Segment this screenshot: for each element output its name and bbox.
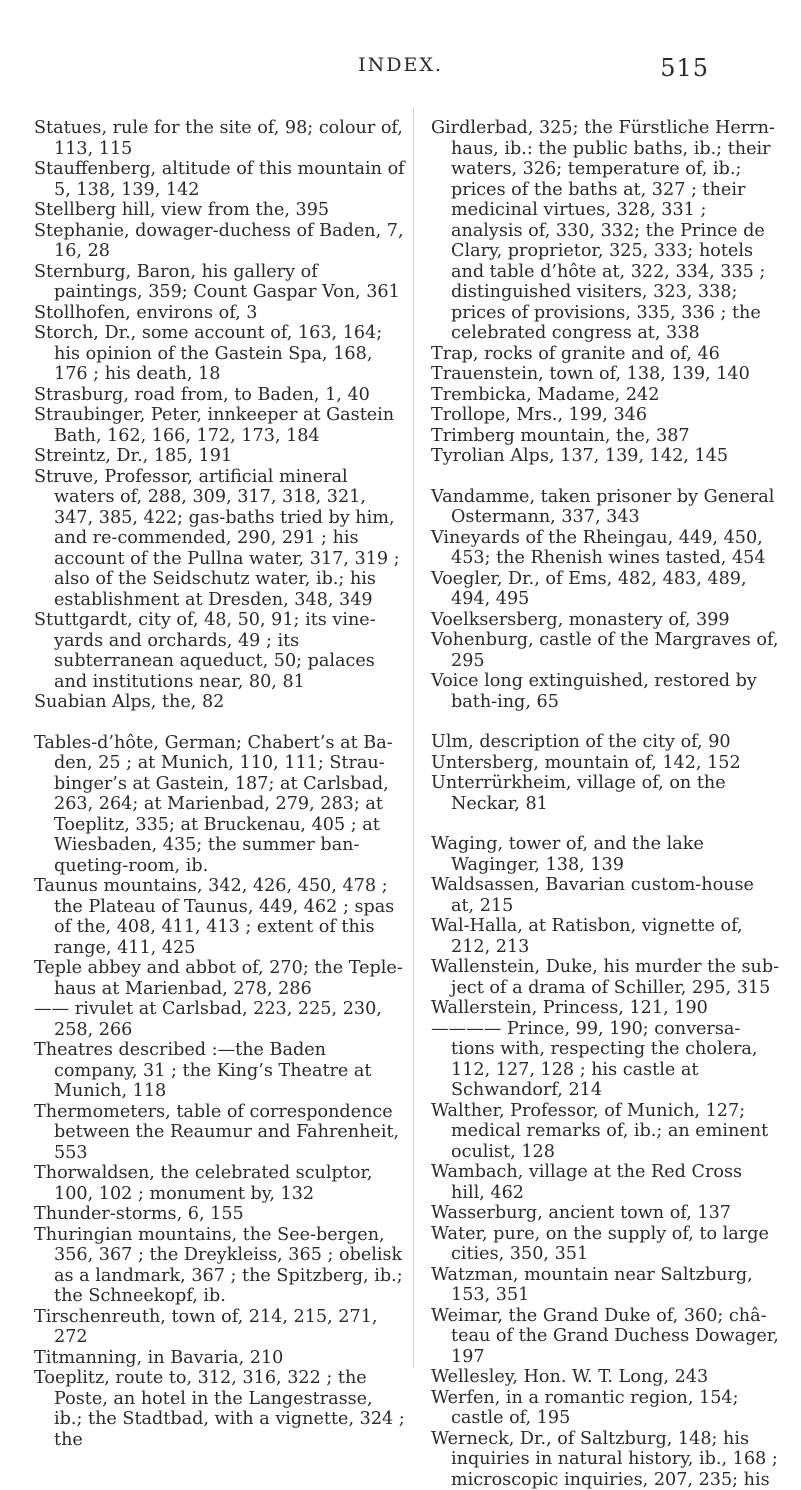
index-entry: Water, pure, on the supply of, to large cities, 350, 351 xyxy=(431,1224,781,1265)
index-entry: Statues, rule for the site of, 98; colour of, 113, 115 xyxy=(34,118,406,159)
index-entry: Wellesley, Hon. W. T. Long, 243 xyxy=(431,1367,781,1388)
index-entry: Thermometers, table of correspondence between the Reaumur and Fahrenheit, 553 xyxy=(34,1102,406,1164)
index-entry: Trollope, Mrs., 199, 346 xyxy=(431,405,781,426)
index-entry: Voelksersberg, monastery of, 399 xyxy=(431,610,781,631)
index-entry: Wal-Halla, at Ratisbon, vignette of, 212, 213 xyxy=(431,916,781,957)
index-entry: Voice long extinguished, restored by bath-ing, 65 xyxy=(431,671,781,712)
index-entry: Streintz, Dr., 185, 191 xyxy=(34,446,406,467)
index-entry: Vandamme, taken prisoner by General Ostermann, 337, 343 xyxy=(431,487,781,528)
index-entry: Wallerstein, Princess, 121, 190 xyxy=(431,998,781,1019)
index-entry: Ulm, description of the city of, 90 xyxy=(431,732,781,753)
index-entry: Theatres described :—the Baden company, 31 ; the King’s Theatre at Munich, 118 xyxy=(34,1040,406,1102)
index-entry: Untersberg, mountain of, 142, 152 xyxy=(431,753,781,774)
index-entry: Vohenburg, castle of the Margraves of, 295 xyxy=(431,630,781,671)
index-entry: Waldsassen, Bavarian custom-house at, 215 xyxy=(431,875,781,916)
index-entry: Thunder-storms, 6, 155 xyxy=(34,1204,406,1225)
index-entry: Suabian Alps, the, 82 xyxy=(34,692,406,713)
index-entry: Girdlerbad, 325; the Fürstliche Herrn-haus, ib.: the public baths, ib.; their waters, 326; temperature of, ib.; prices of the baths at, 327 ; their medicinal virtues, 328, 331 ; analysis of, 330, 332; the Prince de Clary, proprietor, 325, 333; hotels and table d’hôte at, 322, 334, 335 ; distinguished visiters, 323, 338; prices of provisions, 335, 336 ; the celebrated congress at, 338 xyxy=(431,118,781,344)
index-entry: Tirschenreuth, town of, 214, 215, 271, 272 xyxy=(34,1307,406,1348)
index-entry: Wambach, village at the Red Cross hill, 462 xyxy=(431,1162,781,1203)
index-entry: Struve, Professor, artificial mineral waters of, 288, 309, 317, 318, 321, 347, 385, 422; gas-baths tried by him, and re-commended, 290, 291 ; his account of the Pullna water, 317, 319 ; also of the Seidschutz water, ib.; his establishment at Dresden, 348, 349 xyxy=(34,467,406,611)
column-divider xyxy=(413,108,414,1368)
index-entry: Weimar, the Grand Duke of, 360; châ-teau of the Grand Duchess Dowager, 197 xyxy=(431,1306,781,1368)
index-entry: Sternburg, Baron, his gallery of paintings, 359; Count Gaspar Von, 361 xyxy=(34,262,406,303)
index-entry: Vineyards of the Rheingau, 449, 450, 453; the Rhenish wines tasted, 454 xyxy=(431,528,781,569)
index-entry: Storch, Dr., some account of, 163, 164; his opinion of the Gastein Spa, 168, 176 ; his death, 18 xyxy=(34,323,406,385)
index-entry: —— rivulet at Carlsbad, 223, 225, 230, 258, 266 xyxy=(34,999,406,1040)
index-entry: Wasserburg, ancient town of, 137 xyxy=(431,1203,781,1224)
index-column-right xyxy=(431,118,781,1490)
index-entry: Tables-d’hôte, German; Chabert’s at Ba-den, 25 ; at Munich, 110, 111; Strau-binger’s at Gastein, 187; at Carlsbad, 263, 264; at Marienbad, 279, 283; at Toeplitz, 335; at Bruckenau, 405 ; at Wiesbaden, 435; the summer ban-queting-room, ib. xyxy=(34,733,406,877)
index-entry: Stellberg hill, view from the, 395 xyxy=(34,200,406,221)
index-column-left xyxy=(34,118,406,1450)
index-entry: Werneck, Dr., of Saltzburg, 148; his inquiries in natural history, ib., 168 ; microscopic inquiries, 207, 235; his xyxy=(431,1429,781,1490)
index-entry: Thuringian mountains, the See-bergen, 356, 367 ; the Dreykleiss, 365 ; obelisk as a landmark, 367 ; the Spitzberg, ib.; the Schneekopf, ib. xyxy=(34,1225,406,1307)
index-entry: Waging, tower of, and the lake Waginger, 138, 139 xyxy=(431,834,781,875)
index-entry: Trembicka, Madame, 242 xyxy=(431,385,781,406)
index-entry: Toeplitz, route to, 312, 316, 322 ; the Poste, an hotel in the Langestrasse, ib.; the Stadtbad, with a vignette, 324 ; the xyxy=(34,1368,406,1450)
index-entry: Werfen, in a romantic region, 154; castle of, 195 xyxy=(431,1388,781,1429)
index-entry: Straubinger, Peter, innkeeper at Gastein Bath, 162, 166, 172, 173, 184 xyxy=(34,405,406,446)
index-entry: Teple abbey and abbot of, 270; the Teple-haus at Marienbad, 278, 286 xyxy=(34,958,406,999)
index-entry: Tyrolian Alps, 137, 139, 142, 145 xyxy=(431,446,781,467)
index-entry: Titmanning, in Bavaria, 210 xyxy=(34,1348,406,1369)
page-header xyxy=(0,54,801,84)
index-entry: Stollhofen, environs of, 3 xyxy=(34,303,406,324)
index-entry: Stauffenberg, altitude of this mountain of 5, 138, 139, 142 xyxy=(34,159,406,200)
index-entry: Trauenstein, town of, 138, 139, 140 xyxy=(431,364,781,385)
index-entry: Unterrürkheim, village of, on the Neckar, 81 xyxy=(431,773,781,814)
index-entry: Trimberg mountain, the, 387 xyxy=(431,426,781,447)
index-entry: Trap, rocks of granite and of, 46 xyxy=(431,344,781,365)
index-entry: Stephanie, dowager-duchess of Baden, 7, 16, 28 xyxy=(34,221,406,262)
index-entry: Walther, Professor, of Munich, 127; medical remarks of, ib.; an eminent oculist, 128 xyxy=(431,1101,781,1163)
index-entry: Watzman, mountain near Saltzburg, 153, 351 xyxy=(431,1265,781,1306)
index-entry: Strasburg, road from, to Baden, 1, 40 xyxy=(34,385,406,406)
index-entry: Stuttgardt, city of, 48, 50, 91; its vine-yards and orchards, 49 ; its subterranean aqueduct, 50; palaces and institutions near, 80, 81 xyxy=(34,610,406,692)
index-entry: Voegler, Dr., of Ems, 482, 483, 489, 494, 495 xyxy=(431,569,781,610)
index-entry: Taunus mountains, 342, 426, 450, 478 ; the Plateau of Taunus, 449, 462 ; spas of the, 408, 411, 413 ; extent of this range, 411, 425 xyxy=(34,876,406,958)
index-entry: Thorwaldsen, the celebrated sculptor, 100, 102 ; monument by, 132 xyxy=(34,1163,406,1204)
running-head: INDEX. xyxy=(0,54,801,76)
page-number: 515 xyxy=(660,54,709,82)
index-entry: ———— Prince, 99, 190; conversa-tions with, respecting the cholera, 112, 127, 128 ; his castle at Schwandorf, 214 xyxy=(431,1019,781,1101)
index-entry: Wallenstein, Duke, his murder the sub-ject of a drama of Schiller, 295, 315 xyxy=(431,957,781,998)
